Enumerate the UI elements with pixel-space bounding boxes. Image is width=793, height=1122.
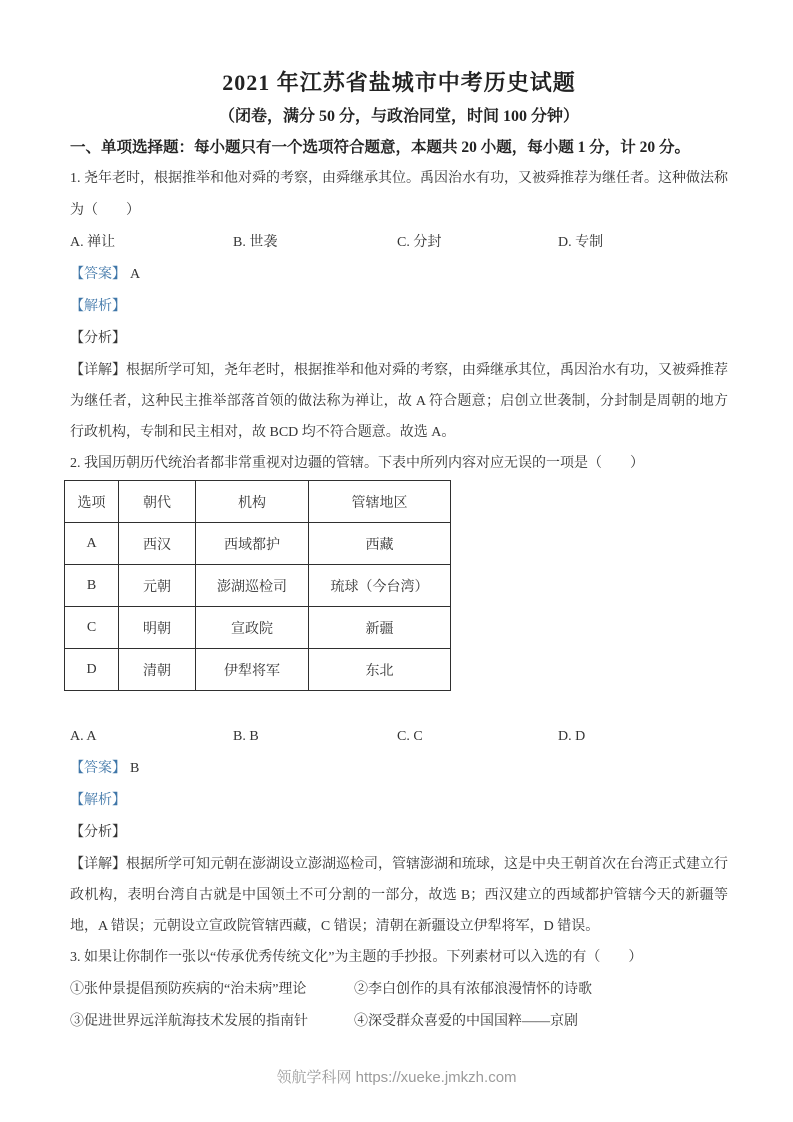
xiangjie-label: 【详解】 [70,363,126,378]
xiangjie-label: 【详解】 [70,857,126,872]
q1-option-b: B. 世袭 [233,235,278,250]
jiexi-label: 【解析】 [70,793,126,808]
q2-table [64,480,451,691]
section-heading: 一、单项选择题：每小题只有一个选项符合题意，本题共 20 小题，每小题 1 分，计 20 分。 [70,139,691,156]
q2-detail-text: 根据所学可知元朝在澎湖设立澎湖巡检司，管辖澎湖和琉球，这是中央王朝首次在台湾正式建立行政机构，表明台湾自古就是中国领土不可分割的一部分，故选 B；西汉建立的西域都护管辖今天的新疆等地，A 错误；元朝设立宣政院管辖西藏，C 错误；清朝在新疆设立伊犁将军，D 错误。 [70,857,728,934]
q1-jiexi-line [70,291,728,323]
q2-table-cell: C [65,607,119,649]
fenxi-label: 【分析】 [70,825,126,840]
q3-materials-row-1 [70,974,728,1006]
watermark-text: 领航学科网 https://xueke.jmkzh.com [276,1069,517,1086]
q1-detail-text: 根据所学可知，尧年老时，根据推举和他对舜的考察，由舜继承其位，禹因治水有功，又被舜推荐为继任者，这种民主推举部落首领的做法称为禅让，故 A 符合题意；启创立世袭制，分封制是周朝的地方行政机构，专制和民主相对，故 BCD 均不符合题意。故选 A。 [70,363,728,440]
question-2-stem: 2. 我国历朝历代统治者都非常重视对边疆的管辖。下表中所列内容对应无误的一项是（ ） [70,456,644,471]
q2-table-cell: 伊犁将军 [196,649,309,691]
q1-option-a: A. 禅让 [70,235,116,250]
q2-table-header-cell: 管辖地区 [309,481,451,523]
q1-option-c: C. 分封 [397,235,442,250]
question-2 [70,448,728,942]
q2-table-cell: 新疆 [309,607,451,649]
q2-table-row-c [65,607,451,649]
q2-table-row-b [65,565,451,607]
q2-option-a: A. A [70,729,97,744]
exam-subtitle: （闭卷，满分 50 分，与政治同堂，时间 100 分钟） [218,108,579,125]
q2-fenxi-line [70,817,728,849]
q2-option-b: B. B [233,729,259,744]
q2-table-cell: 元朝 [119,565,196,607]
q2-table-header-cell: 机构 [196,481,309,523]
q2-table-row-a [65,523,451,565]
fenxi-label: 【分析】 [70,331,126,346]
q2-table-cell: 明朝 [119,607,196,649]
q2-table-cell: 澎湖巡检司 [196,565,309,607]
question-3 [70,942,728,1038]
q2-answer-value: B [130,761,140,776]
question-2-options [70,721,728,753]
q1-option-d: D. 专制 [558,235,604,250]
q2-table-cell: 西汉 [119,523,196,565]
q2-table-cell: 宣政院 [196,607,309,649]
question-1-options [70,227,728,259]
q3-material-3: ③促进世界远洋航海技术发展的指南针 [70,1014,308,1029]
q2-table-row-d [65,649,451,691]
q2-table-cell: 清朝 [119,649,196,691]
q3-material-2: ②李白创作的具有浓郁浪漫情怀的诗歌 [354,982,592,997]
q2-table-cell: 东北 [309,649,451,691]
q1-detail-paragraph [70,355,728,448]
answer-label: 【答案】 [70,761,126,776]
q2-jiexi-line [70,785,728,817]
q2-option-d: D. D [558,729,586,744]
question-1-stem: 1. 尧年老时，根据推举和他对舜的考察，由舜继承其位。禹因治水有功，又被舜推荐为继任者。这种做法称为（ ） [70,171,728,218]
page-title: 2021 年江苏省盐城市中考历史试题 [222,70,576,95]
q3-material-4: ④深受群众喜爱的中国国粹——京剧 [354,1014,578,1029]
q2-table-header-cell: 朝代 [119,481,196,523]
q2-table-cell: 西域都护 [196,523,309,565]
q1-answer-line [70,259,728,291]
q1-answer-value: A [130,267,141,282]
q2-table-cell: B [65,565,119,607]
q2-table-cell: 西藏 [309,523,451,565]
q2-answer-line [70,753,728,785]
watermark-footer [0,1064,793,1092]
answer-label: 【答案】 [70,267,126,282]
q3-materials-row-2 [70,1006,728,1038]
jiexi-label: 【解析】 [70,299,126,314]
q2-table-cell: A [65,523,119,565]
q2-table-header-cell: 选项 [65,481,119,523]
q2-table-header-row [65,481,451,523]
q2-option-c: C. C [397,729,423,744]
question-1 [70,163,728,448]
q2-table-cell: 琉球（今台湾） [309,565,451,607]
q1-fenxi-line [70,323,728,355]
q3-material-1: ①张仲景提倡预防疾病的“治未病”理论 [70,982,307,997]
q2-detail-paragraph [70,849,728,942]
q2-table-cell: D [65,649,119,691]
question-3-stem: 3. 如果让你制作一张以“传承优秀传统文化”为主题的手抄报。下列素材可以入选的有（ ） [70,950,643,965]
